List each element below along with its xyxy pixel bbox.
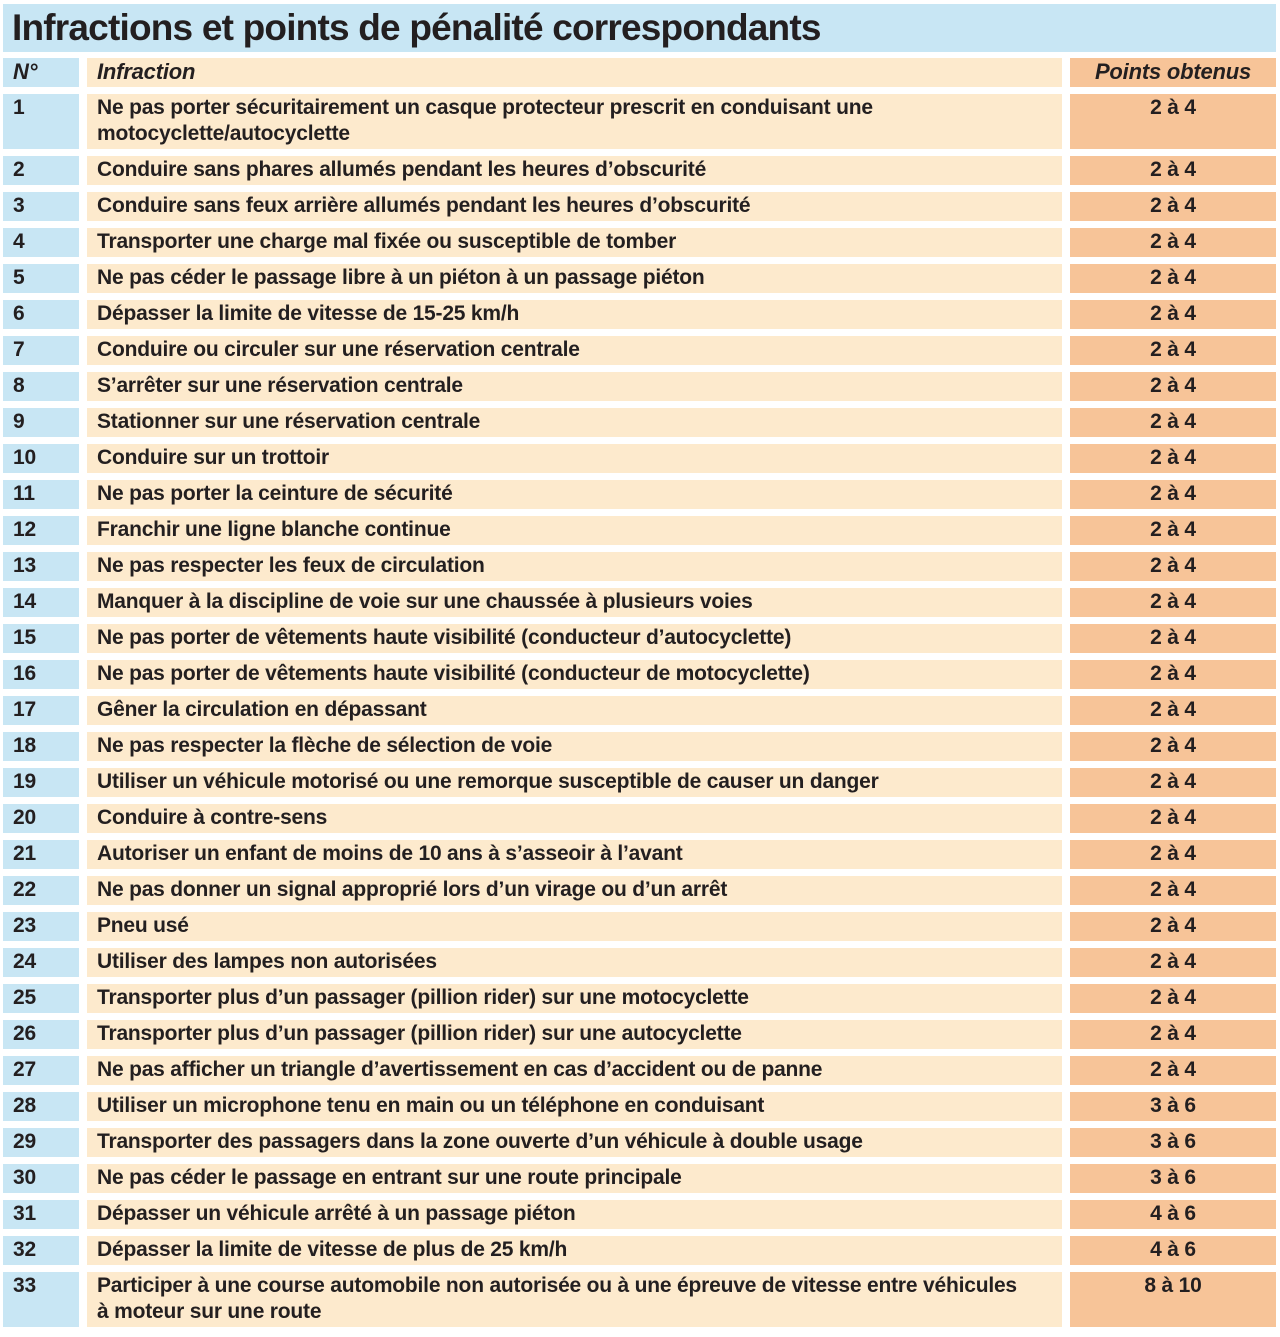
row-number-cell: 7 bbox=[3, 336, 79, 365]
row-infraction-cell: Dépasser la limite de vitesse de plus de 25 km/h bbox=[87, 1236, 1062, 1265]
row-number-cell: 23 bbox=[3, 912, 79, 941]
page-title: Infractions et points de pénalité correspondants bbox=[3, 4, 1276, 52]
row-number-cell: 18 bbox=[3, 732, 79, 761]
row-points-cell: 2 à 4 bbox=[1070, 1020, 1276, 1049]
row-points-cell: 2 à 4 bbox=[1070, 156, 1276, 185]
row-infraction-cell: Ne pas respecter la flèche de sélection de voie bbox=[87, 732, 1062, 761]
row-points-cell: 2 à 4 bbox=[1070, 696, 1276, 725]
row-points-cell: 2 à 4 bbox=[1070, 732, 1276, 761]
row-infraction-cell: Franchir une ligne blanche continue bbox=[87, 516, 1062, 545]
row-infraction-cell: Transporter plus d’un passager (pillion rider) sur une autocyclette bbox=[87, 1020, 1062, 1049]
row-infraction-cell: Conduire sans phares allumés pendant les heures d’obscurité bbox=[87, 156, 1062, 185]
row-number-cell: 5 bbox=[3, 264, 79, 293]
row-number-cell: 2 bbox=[3, 156, 79, 185]
row-points-cell: 2 à 4 bbox=[1070, 480, 1276, 509]
row-infraction-cell: Ne pas porter la ceinture de sécurité bbox=[87, 480, 1062, 509]
row-points-cell: 8 à 10 bbox=[1070, 1272, 1276, 1327]
row-number-cell: 6 bbox=[3, 300, 79, 329]
row-infraction-cell: Participer à une course automobile non autorisée ou à une épreuve de vitesse entre véhicules à moteur sur une route bbox=[87, 1272, 1062, 1327]
row-points-cell: 2 à 4 bbox=[1070, 660, 1276, 689]
row-infraction-cell: Utiliser un véhicule motorisé ou une remorque susceptible de causer un danger bbox=[87, 768, 1062, 797]
row-number-cell: 8 bbox=[3, 372, 79, 401]
row-number-cell: 21 bbox=[3, 840, 79, 869]
row-infraction-cell: Pneu usé bbox=[87, 912, 1062, 941]
row-infraction-cell: Autoriser un enfant de moins de 10 ans à s’asseoir à l’avant bbox=[87, 840, 1062, 869]
row-number-cell: 13 bbox=[3, 552, 79, 581]
row-points-cell: 2 à 4 bbox=[1070, 516, 1276, 545]
row-points-cell: 3 à 6 bbox=[1070, 1128, 1276, 1157]
row-infraction-cell: S’arrêter sur une réservation centrale bbox=[87, 372, 1062, 401]
row-infraction-cell: Conduire sur un trottoir bbox=[87, 444, 1062, 473]
row-infraction-cell: Ne pas céder le passage libre à un piéton à un passage piéton bbox=[87, 264, 1062, 293]
row-number-cell: 24 bbox=[3, 948, 79, 977]
row-points-cell: 2 à 4 bbox=[1070, 588, 1276, 617]
row-number-cell: 33 bbox=[3, 1272, 79, 1327]
row-points-cell: 4 à 6 bbox=[1070, 1200, 1276, 1229]
row-infraction-cell: Ne pas porter de vêtements haute visibilité (conducteur d’autocyclette) bbox=[87, 624, 1062, 653]
row-infraction-cell: Stationner sur une réservation centrale bbox=[87, 408, 1062, 437]
row-infraction-cell: Utiliser des lampes non autorisées bbox=[87, 948, 1062, 977]
row-points-cell: 2 à 4 bbox=[1070, 624, 1276, 653]
row-number-cell: 28 bbox=[3, 1092, 79, 1121]
row-infraction-cell: Gêner la circulation en dépassant bbox=[87, 696, 1062, 725]
row-points-cell: 2 à 4 bbox=[1070, 804, 1276, 833]
row-points-cell: 2 à 4 bbox=[1070, 984, 1276, 1013]
row-number-cell: 17 bbox=[3, 696, 79, 725]
row-points-cell: 2 à 4 bbox=[1070, 768, 1276, 797]
row-points-cell: 2 à 4 bbox=[1070, 444, 1276, 473]
row-points-cell: 4 à 6 bbox=[1070, 1236, 1276, 1265]
infractions-table bbox=[3, 58, 1276, 1327]
row-number-cell: 22 bbox=[3, 876, 79, 905]
row-number-cell: 30 bbox=[3, 1164, 79, 1193]
row-infraction-cell: Ne pas céder le passage en entrant sur une route principale bbox=[87, 1164, 1062, 1193]
row-infraction-cell: Dépasser un véhicule arrêté à un passage piéton bbox=[87, 1200, 1062, 1229]
row-points-cell: 2 à 4 bbox=[1070, 228, 1276, 257]
row-points-cell: 2 à 4 bbox=[1070, 912, 1276, 941]
row-number-cell: 10 bbox=[3, 444, 79, 473]
row-infraction-cell: Transporter des passagers dans la zone ouverte d’un véhicule à double usage bbox=[87, 1128, 1062, 1157]
row-infraction-cell: Dépasser la limite de vitesse de 15-25 km/h bbox=[87, 300, 1062, 329]
row-number-cell: 3 bbox=[3, 192, 79, 221]
row-number-cell: 11 bbox=[3, 480, 79, 509]
row-number-cell: 19 bbox=[3, 768, 79, 797]
row-infraction-cell: Transporter une charge mal fixée ou susceptible de tomber bbox=[87, 228, 1062, 257]
row-points-cell: 2 à 4 bbox=[1070, 94, 1276, 149]
column-header-infraction: Infraction bbox=[87, 58, 1062, 87]
row-points-cell: 3 à 6 bbox=[1070, 1092, 1276, 1121]
row-number-cell: 25 bbox=[3, 984, 79, 1013]
row-number-cell: 31 bbox=[3, 1200, 79, 1229]
row-infraction-cell: Ne pas porter sécuritairement un casque protecteur prescrit en conduisant une motocyclette/autocyclette bbox=[87, 94, 1062, 149]
row-number-cell: 9 bbox=[3, 408, 79, 437]
row-number-cell: 29 bbox=[3, 1128, 79, 1157]
row-infraction-cell: Utiliser un microphone tenu en main ou un téléphone en conduisant bbox=[87, 1092, 1062, 1121]
row-number-cell: 4 bbox=[3, 228, 79, 257]
row-points-cell: 2 à 4 bbox=[1070, 192, 1276, 221]
row-infraction-cell: Conduire ou circuler sur une réservation centrale bbox=[87, 336, 1062, 365]
row-infraction-cell: Transporter plus d’un passager (pillion rider) sur une motocyclette bbox=[87, 984, 1062, 1013]
row-points-cell: 2 à 4 bbox=[1070, 408, 1276, 437]
row-points-cell: 2 à 4 bbox=[1070, 552, 1276, 581]
row-number-cell: 16 bbox=[3, 660, 79, 689]
row-number-cell: 26 bbox=[3, 1020, 79, 1049]
row-points-cell: 2 à 4 bbox=[1070, 840, 1276, 869]
row-number-cell: 1 bbox=[3, 94, 79, 149]
row-points-cell: 2 à 4 bbox=[1070, 372, 1276, 401]
row-points-cell: 2 à 4 bbox=[1070, 264, 1276, 293]
row-number-cell: 14 bbox=[3, 588, 79, 617]
row-infraction-cell: Ne pas respecter les feux de circulation bbox=[87, 552, 1062, 581]
column-header-points: Points obtenus bbox=[1070, 58, 1276, 87]
row-infraction-cell: Manquer à la discipline de voie sur une chaussée à plusieurs voies bbox=[87, 588, 1062, 617]
row-infraction-cell: Ne pas porter de vêtements haute visibilité (conducteur de motocyclette) bbox=[87, 660, 1062, 689]
row-infraction-cell: Conduire à contre-sens bbox=[87, 804, 1062, 833]
row-points-cell: 3 à 6 bbox=[1070, 1164, 1276, 1193]
row-number-cell: 20 bbox=[3, 804, 79, 833]
row-number-cell: 32 bbox=[3, 1236, 79, 1265]
row-points-cell: 2 à 4 bbox=[1070, 948, 1276, 977]
row-points-cell: 2 à 4 bbox=[1070, 300, 1276, 329]
row-points-cell: 2 à 4 bbox=[1070, 876, 1276, 905]
column-header-number: N° bbox=[3, 58, 79, 87]
row-number-cell: 15 bbox=[3, 624, 79, 653]
row-infraction-cell: Ne pas donner un signal approprié lors d’un virage ou d’un arrêt bbox=[87, 876, 1062, 905]
row-infraction-cell: Conduire sans feux arrière allumés pendant les heures d’obscurité bbox=[87, 192, 1062, 221]
row-number-cell: 12 bbox=[3, 516, 79, 545]
row-number-cell: 27 bbox=[3, 1056, 79, 1085]
row-points-cell: 2 à 4 bbox=[1070, 336, 1276, 365]
row-infraction-cell: Ne pas afficher un triangle d’avertissement en cas d’accident ou de panne bbox=[87, 1056, 1062, 1085]
row-points-cell: 2 à 4 bbox=[1070, 1056, 1276, 1085]
